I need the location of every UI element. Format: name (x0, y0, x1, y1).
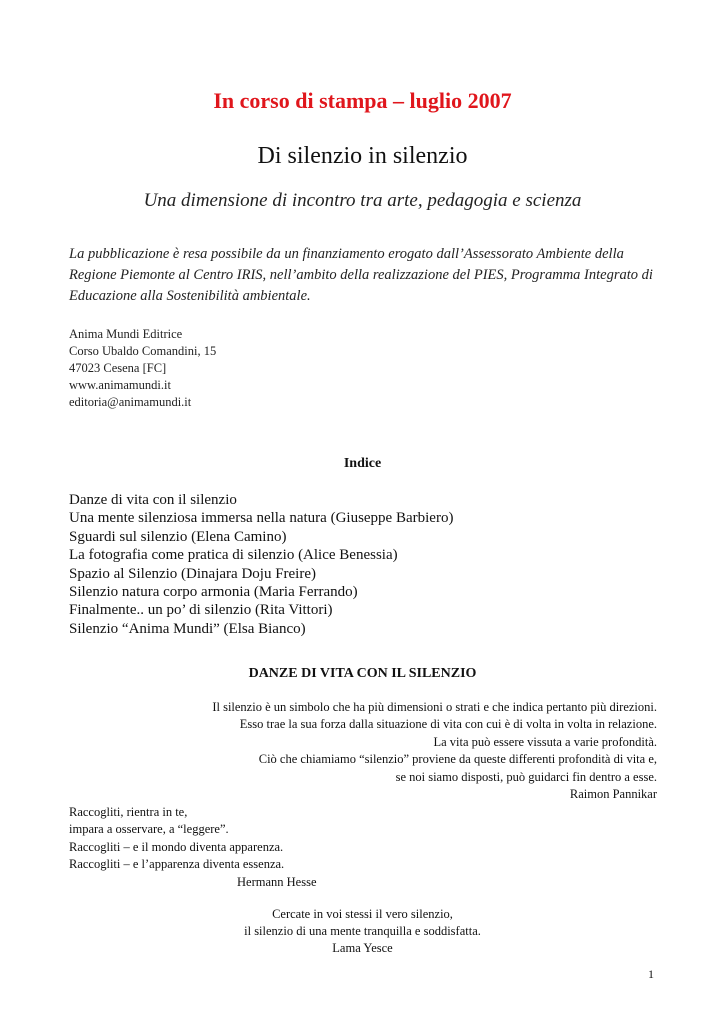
toc-item: Una mente silenziosa immersa nella natura (Giuseppe Barbiero) (69, 510, 454, 527)
quote-line: il silenzio di una mente tranquilla e soddisfatta. (244, 924, 481, 939)
toc-item: Finalmente.. un po’ di silenzio (Rita Vittori) (69, 602, 333, 619)
quote-line: La vita può essere vissuta a varie profondità. (433, 734, 657, 749)
page-number: 1 (648, 967, 654, 981)
table-of-contents (69, 491, 453, 638)
toc-item: La fotografia come pratica di silenzio (Alice Benessia) (69, 547, 398, 564)
quote-line: Raccogliti – e il mondo diventa apparenza. (69, 839, 284, 854)
funding-line: Educazione alla Sostenibilità ambientale. (69, 288, 311, 304)
toc-item: Spazio al Silenzio (Dinajara Doju Freire) (69, 565, 317, 582)
publisher-email-link[interactable]: editoria@animamundi.it (69, 395, 192, 409)
publisher-info (69, 326, 216, 411)
quote-yesce (0, 906, 725, 958)
funding-line: La pubblicazione è resa possibile da un finanziamento erogato dall’Assessorato Ambiente della (69, 246, 624, 262)
quote-line: Raccogliti, rientra in te, (69, 805, 188, 819)
funding-note (69, 244, 669, 307)
quote-line: Ciò che chiamiamo “silenzio” proviene da queste differenti profondità di vita e, (258, 752, 657, 767)
index-heading: Indice (343, 456, 382, 471)
quote-line: Il silenzio è un simbolo che ha più dimensioni o strati e che indica pertanto più direzioni. (212, 700, 657, 714)
section-heading: DANZE DI VITA CON IL SILENZIO (248, 666, 477, 681)
toc-item: Danze di vita con il silenzio (69, 492, 237, 508)
toc-item: Sguardi sul silenzio (Elena Camino) (69, 528, 287, 545)
quote-line: Cercate in voi stessi il vero silenzio, (272, 907, 453, 921)
toc-item: Silenzio natura corpo armonia (Maria Ferrando) (69, 584, 358, 601)
quote-author: Lama Yesce (332, 941, 393, 956)
funding-line: Regione Piemonte al Centro IRIS, nell’ambito della realizzazione del PIES, Programma Integrato di (69, 267, 653, 283)
publisher-address: Corso Ubaldo Comandini, 15 (69, 344, 217, 358)
quote-hesse (69, 804, 317, 891)
press-notice: In corso di stampa – luglio 2007 (213, 88, 512, 113)
quote-author: Hermann Hesse (237, 874, 317, 889)
document-title: Di silenzio in silenzio (257, 143, 468, 169)
document-subtitle: Una dimensione di incontro tra arte, pedagogia e scienza (143, 190, 582, 211)
quote-line: se noi siamo disposti, può guidarci fin dentro a esse. (395, 769, 657, 784)
quote-author: Raimon Pannikar (569, 787, 657, 802)
quote-pannikar (212, 699, 657, 803)
publisher-city: 47023 Cesena [FC] (69, 361, 167, 375)
quote-line: Raccogliti – e l’apparenza diventa essenza. (69, 857, 285, 872)
quote-line: Esso trae la sua forza dalla situazione di vita con cui è di volta in volta in relazione. (239, 717, 657, 732)
quote-line: impara a osservare, a “leggere”. (69, 822, 229, 837)
toc-item: Silenzio “Anima Mundi” (Elsa Bianco) (69, 620, 306, 637)
publisher-name: Anima Mundi Editrice (69, 327, 183, 341)
publisher-website-link[interactable]: www.animamundi.it (69, 378, 171, 392)
